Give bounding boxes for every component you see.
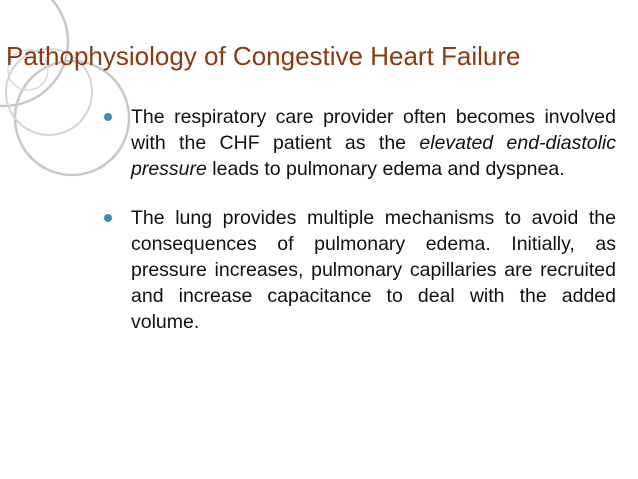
bullet-item	[104, 205, 616, 335]
bullet-text: The lung provides multiple mechanisms to avoid the consequences of pulmonary edema. Initially, as pressure increases, pulmonary capillaries are recruited and increase capacitance to deal with the added volume.	[131, 207, 616, 333]
bullet-dot-icon	[104, 113, 112, 121]
bullet-list	[104, 104, 616, 335]
slide-title: Pathophysiology of Congestive Heart Failure	[6, 41, 521, 71]
bullet-text-emphasis: elevated end-diastolic pressure	[131, 132, 616, 180]
bullet-dot-icon	[104, 214, 112, 222]
bullet-item	[104, 104, 616, 182]
bullet-text-before: The respiratory care provider often becomes involved with the CHF patient as the	[131, 106, 616, 154]
bullet-text-after: leads to pulmonary edema and dyspnea.	[206, 158, 565, 180]
